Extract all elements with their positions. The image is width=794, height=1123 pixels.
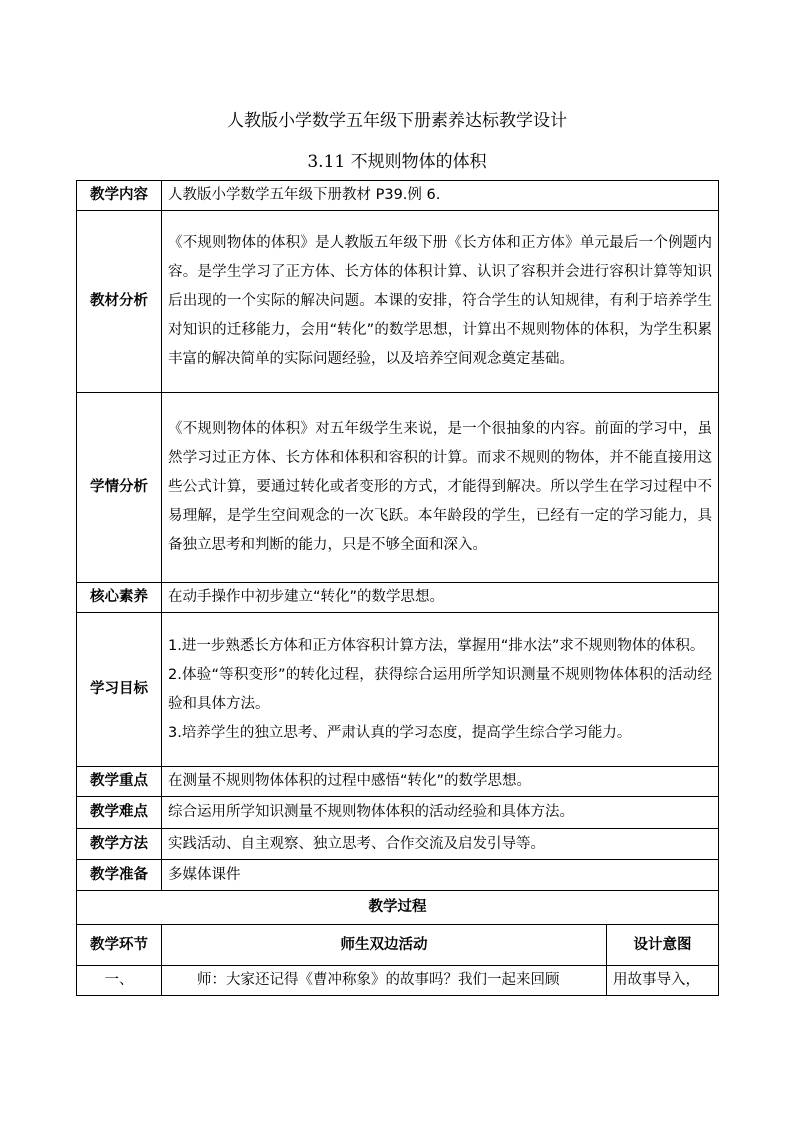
row-teaching-preparation xyxy=(77,860,719,891)
stage-1: 一、 xyxy=(77,966,162,996)
label-teaching-difficulty: 教学难点 xyxy=(77,797,162,829)
row-teaching-method xyxy=(77,829,719,860)
column-stage: 教学环节 xyxy=(77,925,162,966)
intent-1: 用故事导入， xyxy=(607,966,719,996)
column-activity: 师生双边活动 xyxy=(162,925,607,966)
activity-1: 师：大家还记得《曹冲称象》的故事吗？我们一起来回顾 xyxy=(162,966,607,996)
row-process-heading xyxy=(77,891,719,925)
row-learning-goals xyxy=(77,613,719,767)
learning-goal-item: 1.进一步熟悉长方体和正方体容积计算方法，掌握用“排水法”求不规则物体的体积。 xyxy=(168,637,705,654)
label-teaching-content: 教学内容 xyxy=(77,181,162,211)
label-material-analysis: 教材分析 xyxy=(77,211,162,393)
row-core-literacy xyxy=(77,583,719,613)
value-teaching-content: 人教版小学数学五年级下册教材 P39.例 6. xyxy=(162,181,719,211)
value-core-literacy: 在动手操作中初步建立“转化”的数学思想。 xyxy=(162,583,719,613)
column-intent: 设计意图 xyxy=(607,925,719,966)
learning-goal-item: 3.培养学生的独立思考、严肃认真的学习态度，提高学生综合学习能力。 xyxy=(168,724,632,741)
value-teaching-key-point: 在测量不规则物体体积的过程中感悟“转化”的数学思想。 xyxy=(162,767,719,797)
value-teaching-method: 实践活动、自主观察、独立思考、合作交流及启发引导等。 xyxy=(162,829,719,860)
document-title: 人教版小学数学五年级下册素养达标教学设计 xyxy=(227,111,567,131)
label-learning-goals: 学习目标 xyxy=(77,613,162,767)
value-learning-goals xyxy=(162,613,719,767)
value-material-analysis: 《不规则物体的体积》是人教版五年级下册《长方体和正方体》单元最后一个例题内容。是学生学习了正方体、长方体的体积计算、认识了容积并会进行容积计算等知识后出现的一个实际的解决问题。本课的安排，符合学生的认知规律，有利于培养学生对知识的迁移能力，会用“转化”的数学思想，计算出不规则物体的体积，为学生积累丰富的解决简单的实际问题经验，以及培养空间观念奠定基础。 xyxy=(162,211,719,393)
row-teaching-key-point xyxy=(77,767,719,797)
row-material-analysis xyxy=(77,211,719,393)
label-student-analysis: 学情分析 xyxy=(77,393,162,583)
row-process-step-1 xyxy=(77,966,719,996)
row-teaching-content xyxy=(77,181,719,211)
value-teaching-preparation: 多媒体课件 xyxy=(162,860,719,891)
lesson-plan-table xyxy=(76,180,719,996)
label-teaching-preparation: 教学准备 xyxy=(77,860,162,891)
process-heading: 教学过程 xyxy=(77,891,719,925)
learning-goal-item: 2.体验“等积变形”的转化过程，获得综合运用所学知识测量不规则物体体积的活动经验和具体方法。 xyxy=(168,666,713,712)
value-student-analysis: 《不规则物体的体积》对五年级学生来说，是一个很抽象的内容。前面的学习中，虽然学习过正方体、长方体和体积和容积的计算。而求不规则的物体，并不能直接用这些公式计算，要通过转化或者变形的方式，才能得到解决。所以学生在学习过程中不易理解，是学生空间观念的一次飞跃。本年龄段的学生，已经有一定的学习能力，具备独立思考和判断的能力，只是不够全面和深入。 xyxy=(162,393,719,583)
value-teaching-difficulty: 综合运用所学知识测量不规则物体体积的活动经验和具体方法。 xyxy=(162,797,719,829)
label-teaching-method: 教学方法 xyxy=(77,829,162,860)
document-subtitle: 3.11 不规则物体的体积 xyxy=(307,152,487,172)
row-process-columns xyxy=(77,925,719,966)
label-teaching-key-point: 教学重点 xyxy=(77,767,162,797)
row-teaching-difficulty xyxy=(77,797,719,829)
row-student-analysis xyxy=(77,393,719,583)
label-core-literacy: 核心素养 xyxy=(77,583,162,613)
